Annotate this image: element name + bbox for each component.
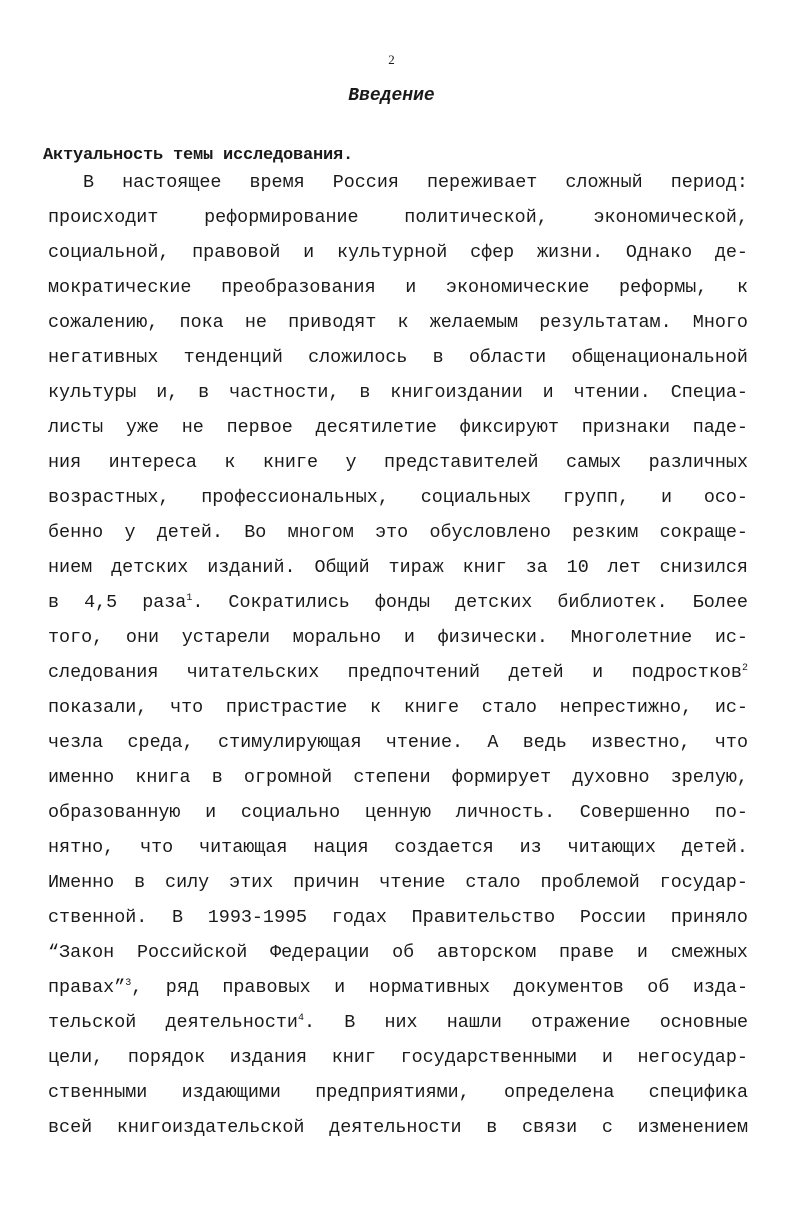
word: происходит bbox=[48, 207, 159, 228]
word: частности, bbox=[229, 382, 340, 403]
word: фиксируют bbox=[459, 417, 559, 438]
word: с bbox=[601, 1117, 613, 1138]
word: государ- bbox=[659, 872, 748, 893]
word: обусловлено bbox=[429, 522, 551, 543]
word: и bbox=[334, 977, 346, 998]
word: среда, bbox=[127, 732, 194, 753]
word: книгоиздательской bbox=[116, 1117, 305, 1138]
word: “Закон bbox=[48, 942, 115, 963]
word: степени bbox=[353, 767, 431, 788]
word: ис- bbox=[714, 697, 748, 718]
word: политической, bbox=[404, 207, 548, 228]
word: к bbox=[397, 312, 409, 333]
word: признаки bbox=[581, 417, 671, 438]
word: по- bbox=[714, 802, 748, 823]
text-line bbox=[48, 690, 748, 725]
word: культурной bbox=[336, 242, 448, 263]
word: в bbox=[198, 382, 210, 403]
text-line bbox=[48, 655, 748, 690]
text-line bbox=[48, 550, 748, 585]
word: В bbox=[83, 172, 95, 193]
word: к bbox=[370, 697, 382, 718]
word: негативных bbox=[48, 347, 159, 368]
text-line bbox=[48, 970, 748, 1005]
word: формирует bbox=[451, 767, 552, 788]
chapter-title: Введение bbox=[348, 86, 435, 106]
word: именно bbox=[48, 767, 115, 788]
word: книгоиздании bbox=[390, 382, 523, 403]
word: огромной bbox=[243, 767, 333, 788]
word: Много bbox=[692, 312, 748, 333]
word: представителей bbox=[384, 452, 539, 473]
word: показали, bbox=[48, 697, 148, 718]
word: что bbox=[714, 732, 748, 753]
word: самых bbox=[566, 452, 622, 473]
word: деятельности bbox=[329, 1117, 462, 1138]
word: создается bbox=[394, 837, 494, 858]
word: культуры bbox=[48, 382, 137, 403]
word: в bbox=[432, 347, 444, 368]
text-line bbox=[48, 1005, 748, 1040]
word: и bbox=[403, 627, 415, 648]
word: образованную bbox=[48, 802, 181, 823]
word: раза$^1$. bbox=[142, 592, 204, 613]
word: к bbox=[224, 452, 236, 473]
word: и bbox=[542, 382, 554, 403]
word: и bbox=[303, 242, 315, 263]
text-line bbox=[48, 515, 748, 550]
word: общенациональной bbox=[571, 347, 748, 368]
word: определена bbox=[504, 1082, 615, 1103]
word: нация bbox=[313, 837, 369, 858]
word: деятельности$^4$. bbox=[165, 1012, 315, 1033]
word: нятно, bbox=[48, 837, 115, 858]
word: годах bbox=[331, 907, 387, 928]
word: у bbox=[345, 452, 357, 473]
word: ния bbox=[48, 452, 82, 473]
word: того, bbox=[48, 627, 104, 648]
word: сложный bbox=[565, 172, 643, 193]
word: России bbox=[579, 907, 647, 928]
word: изменением bbox=[637, 1117, 748, 1138]
word: из bbox=[519, 837, 542, 858]
word: первое bbox=[226, 417, 293, 438]
text-line bbox=[48, 620, 748, 655]
word: групп, bbox=[562, 487, 630, 508]
word: смежных bbox=[670, 942, 748, 963]
word: области bbox=[468, 347, 547, 368]
word: А bbox=[487, 732, 499, 753]
word: книга bbox=[135, 767, 191, 788]
section-heading: Актуальность темы исследования. bbox=[43, 146, 354, 165]
text-line bbox=[48, 1110, 748, 1145]
word: Россия bbox=[332, 172, 399, 193]
word: к bbox=[736, 277, 748, 298]
word: причин bbox=[293, 872, 360, 893]
word: правовой bbox=[192, 242, 281, 263]
text-line bbox=[48, 235, 748, 270]
word: основные bbox=[659, 1012, 748, 1033]
word: детей. bbox=[681, 837, 748, 858]
word: силу bbox=[165, 872, 210, 893]
word: правовых bbox=[222, 977, 311, 998]
word: стимулирующая bbox=[218, 732, 362, 753]
word: желаемым bbox=[429, 312, 519, 333]
word: пристрастие bbox=[225, 697, 348, 718]
word: В bbox=[172, 907, 184, 928]
word: нием bbox=[48, 557, 93, 578]
word: ис- bbox=[714, 627, 748, 648]
word: библиотек. bbox=[557, 592, 668, 613]
footnote-marker: 1 bbox=[186, 592, 193, 604]
word: результатам. bbox=[539, 312, 672, 333]
word: резким bbox=[572, 522, 639, 543]
word: предприятиями, bbox=[315, 1082, 470, 1103]
word: детей. bbox=[156, 522, 223, 543]
word: Российской bbox=[136, 942, 248, 963]
text-line bbox=[48, 270, 748, 305]
text-line bbox=[48, 375, 748, 410]
word: читающих bbox=[567, 837, 656, 858]
word: изданий. bbox=[207, 557, 296, 578]
text-line bbox=[48, 865, 748, 900]
word: ряд bbox=[165, 977, 199, 998]
word: интереса bbox=[108, 452, 197, 473]
word: реформы, bbox=[619, 277, 708, 298]
word: книг bbox=[331, 1047, 376, 1068]
word: в bbox=[359, 382, 371, 403]
word: листы bbox=[48, 417, 104, 438]
text-line bbox=[48, 935, 748, 970]
word: чтение bbox=[379, 872, 446, 893]
word: переживает bbox=[426, 172, 538, 193]
word: проблемой bbox=[540, 872, 640, 893]
text-line bbox=[48, 760, 748, 795]
word: различных bbox=[648, 452, 748, 473]
word: этих bbox=[229, 872, 274, 893]
word: лет bbox=[607, 557, 641, 578]
word: известно, bbox=[591, 732, 691, 753]
word: зрелую, bbox=[670, 767, 748, 788]
page-number: 2 bbox=[388, 52, 395, 67]
text-line bbox=[48, 445, 748, 480]
word: сокраще- bbox=[659, 522, 748, 543]
word: 10 bbox=[566, 557, 589, 578]
word: Специа- bbox=[670, 382, 748, 403]
word: духовно bbox=[572, 767, 650, 788]
word: морально bbox=[292, 627, 382, 648]
word: снизился bbox=[659, 557, 748, 578]
word: книге bbox=[262, 452, 319, 473]
word: издающими bbox=[181, 1082, 281, 1103]
word: специфика bbox=[648, 1082, 748, 1103]
word: них bbox=[384, 1012, 418, 1033]
word: экономической, bbox=[593, 207, 748, 228]
word: реформирование bbox=[204, 207, 359, 228]
word: отражение bbox=[531, 1012, 631, 1033]
word: праве bbox=[559, 942, 615, 963]
word: чезла bbox=[48, 732, 104, 753]
word: 1993-1995 bbox=[207, 907, 308, 928]
word: бенно bbox=[48, 522, 104, 543]
word: детских bbox=[111, 557, 189, 578]
word: цели, bbox=[48, 1047, 104, 1068]
word: тельской bbox=[48, 1012, 137, 1033]
word: читательских bbox=[186, 662, 320, 683]
word: следования bbox=[48, 662, 159, 683]
word: время bbox=[249, 172, 305, 193]
word: социально bbox=[240, 802, 341, 823]
word: Многолетние bbox=[570, 627, 693, 648]
word: государственными bbox=[400, 1047, 578, 1068]
word: книг bbox=[462, 557, 507, 578]
word: и bbox=[601, 1047, 613, 1068]
text-line bbox=[48, 1075, 748, 1110]
word: что bbox=[140, 837, 174, 858]
word: авторском bbox=[436, 942, 537, 963]
word: ведь bbox=[522, 732, 567, 753]
word: связи bbox=[522, 1117, 578, 1138]
word: тенденций bbox=[183, 347, 283, 368]
word: правах”$^3$, bbox=[48, 977, 143, 998]
word: тираж bbox=[388, 557, 444, 578]
word: в bbox=[211, 767, 223, 788]
word: это bbox=[375, 522, 409, 543]
word: об bbox=[392, 942, 415, 963]
word: жизни. bbox=[536, 242, 604, 263]
word: Во bbox=[244, 522, 267, 543]
word: что bbox=[170, 697, 204, 718]
text-line bbox=[48, 305, 748, 340]
word: в bbox=[48, 592, 60, 613]
word: они bbox=[125, 627, 160, 648]
word: издания bbox=[229, 1047, 308, 1068]
word: Более bbox=[692, 592, 748, 613]
word: Совершенно bbox=[579, 802, 691, 823]
word: паде- bbox=[692, 417, 748, 438]
word: об bbox=[647, 977, 670, 998]
word: документов bbox=[513, 977, 624, 998]
word: и bbox=[636, 942, 648, 963]
word: порядок bbox=[127, 1047, 206, 1068]
word: ственной. bbox=[48, 907, 148, 928]
word: в bbox=[134, 872, 146, 893]
word: негосудар- bbox=[637, 1047, 748, 1068]
word: социальной, bbox=[48, 242, 170, 263]
word: стало bbox=[481, 697, 537, 718]
word: детей bbox=[508, 662, 564, 683]
word: многом bbox=[287, 522, 354, 543]
word: нормативных bbox=[368, 977, 490, 998]
word: устарели bbox=[181, 627, 271, 648]
word: профессиональных, bbox=[201, 487, 389, 508]
word: изда- bbox=[692, 977, 748, 998]
word: Сократились bbox=[228, 592, 350, 613]
word: экономические bbox=[445, 277, 590, 298]
word: читающая bbox=[199, 837, 288, 858]
word: не bbox=[244, 312, 267, 333]
text-line bbox=[48, 725, 748, 760]
word: де- bbox=[714, 242, 748, 263]
word: личность. bbox=[455, 802, 556, 823]
body-text bbox=[48, 165, 748, 1145]
word: приняло bbox=[670, 907, 748, 928]
word: В bbox=[344, 1012, 356, 1033]
word: за bbox=[525, 557, 548, 578]
text-line bbox=[48, 900, 748, 935]
word: сложилось bbox=[308, 347, 408, 368]
text-line bbox=[48, 480, 748, 515]
word: Общий bbox=[314, 557, 370, 578]
footnote-marker: 4 bbox=[297, 1012, 304, 1024]
word: ственными bbox=[48, 1082, 148, 1103]
word: Правительство bbox=[411, 907, 556, 928]
word: и bbox=[205, 802, 217, 823]
text-line bbox=[48, 795, 748, 830]
text-line bbox=[48, 585, 748, 620]
word: детских bbox=[455, 592, 533, 613]
text-line bbox=[48, 340, 748, 375]
word: осо- bbox=[703, 487, 748, 508]
word: фонды bbox=[374, 592, 431, 613]
word: приводят bbox=[288, 312, 377, 333]
word: настоящее bbox=[122, 172, 222, 193]
word: преобразования bbox=[221, 277, 376, 298]
word: книге bbox=[403, 697, 460, 718]
word: предпочтений bbox=[347, 662, 481, 683]
word: сожалению, bbox=[48, 312, 159, 333]
word: чтение. bbox=[385, 732, 464, 753]
word: у bbox=[124, 522, 136, 543]
word: десятилетие bbox=[315, 417, 437, 438]
word: и, bbox=[156, 382, 179, 403]
text-line bbox=[48, 410, 748, 445]
word: пока bbox=[179, 312, 224, 333]
word: возрастных, bbox=[48, 487, 170, 508]
word: стало bbox=[465, 872, 521, 893]
word: Однако bbox=[625, 242, 693, 263]
word: и bbox=[660, 487, 672, 508]
word: сфер bbox=[470, 242, 515, 263]
word: чтении. bbox=[573, 382, 651, 403]
word: Федерации bbox=[270, 942, 370, 963]
word: 4,5 bbox=[84, 592, 118, 613]
text-line bbox=[48, 1040, 748, 1075]
word: физически. bbox=[437, 627, 548, 648]
word: в bbox=[486, 1117, 498, 1138]
text-line bbox=[48, 165, 748, 200]
word: социальных bbox=[420, 487, 532, 508]
word: ценную bbox=[364, 802, 432, 823]
word: непрестижно, bbox=[559, 697, 693, 718]
footnote-marker: 2 bbox=[741, 662, 748, 674]
word: Именно bbox=[48, 872, 115, 893]
word: и bbox=[592, 662, 604, 683]
word: период: bbox=[670, 172, 748, 193]
word: и bbox=[405, 277, 417, 298]
word: не bbox=[181, 417, 204, 438]
word: подростков$^2$ bbox=[631, 662, 748, 683]
word: нашли bbox=[446, 1012, 502, 1033]
word: всей bbox=[48, 1117, 93, 1138]
word: уже bbox=[125, 417, 160, 438]
text-line bbox=[48, 830, 748, 865]
footnote-marker: 3 bbox=[125, 977, 132, 989]
text-line bbox=[48, 200, 748, 235]
word: мократические bbox=[48, 277, 192, 298]
